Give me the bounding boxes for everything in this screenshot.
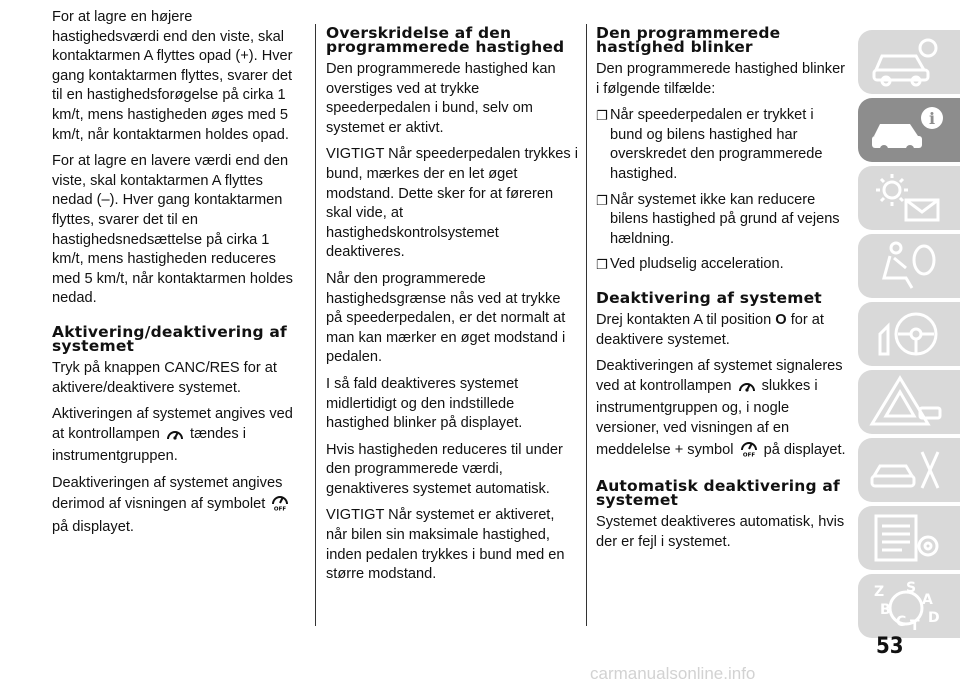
chapter-tab-index[interactable] — [858, 574, 960, 638]
list-item — [596, 106, 846, 184]
paragraph: Hvis hastigheden reduceres til under den programmerede værdi, genaktiveres systemet automatisk. — [326, 441, 563, 497]
off-label: OFF — [742, 452, 755, 457]
paragraph: For at lagre en lavere værdi end den viste, skal kontaktarmen A flyttes nedad (–). Hver gang kontaktarmen flyttes, svarer det til en hastighedsnedsættelse på cirka 1 km/t, mens hastigheden reduceres med 5 km/t, når kontaktarmen holdes nedad. — [52, 153, 293, 307]
paragraph — [596, 311, 846, 350]
list-item-text: Når systemet ikke kan reducere bilens hastighed på grund af vejens hældning. — [610, 191, 840, 247]
paragraph — [596, 357, 846, 463]
cruise-control-icon — [738, 379, 756, 400]
maintenance-tools-icon — [866, 442, 946, 498]
text: Drej kontakten A til position — [596, 311, 772, 328]
warning-lights-icon — [866, 170, 946, 226]
chapter-tab-warning-lights[interactable] — [858, 166, 960, 230]
text: tændes i instrumentgruppen. — [52, 425, 247, 465]
text: Aktiveringen af systemet angives ved at kontrollampen — [52, 406, 293, 442]
watermark: carmanualsonline.info — [590, 664, 756, 683]
checkbox-bullet-icon: ❐ — [596, 257, 608, 273]
cruise-control-icon — [166, 427, 184, 448]
cruise-control-off-icon — [271, 493, 289, 518]
svg-text:C: C — [896, 614, 907, 630]
list-item — [596, 255, 846, 275]
section-heading: Deaktivering af systemet — [596, 288, 822, 307]
chapter-tab-emergency[interactable] — [858, 370, 960, 434]
svg-text:A: A — [922, 592, 933, 608]
paragraph: VIGTIGT Når systemet er aktiveret, når bilen sin maksimale hastighed, inden pedalen trykkes i bund med en større modstand. — [326, 507, 565, 583]
chapter-tab-maintenance[interactable] — [858, 438, 960, 502]
column-divider — [315, 24, 316, 626]
paragraph: Den programmerede hastighed kan overstiges ved at trykke speederpedalen i bund, selv om systemet er aktivt. — [326, 61, 556, 136]
alphabetical-index-icon — [866, 578, 946, 634]
text: slukkes i instrumentgruppen og, i nogle versioner, ved visningen af en meddelelse + symbol — [596, 377, 818, 458]
list-item-text: Når speederpedalen er trykket i bund og bilens hastighed har overskredet den programmerede hastighed. — [610, 107, 823, 182]
airbag-seat-icon — [866, 238, 946, 294]
column-2 — [326, 26, 578, 592]
chapter-tab-technical-data[interactable] — [858, 506, 960, 570]
section-heading: Overskridelse af den programmerede hastighed — [326, 24, 565, 56]
text: Deaktiveringen af systemet signaleres ved at kontrollampen — [596, 358, 843, 394]
section-heading: Aktivering/deaktivering af systemet — [52, 322, 287, 355]
text: for at deaktivere systemet. — [596, 311, 824, 348]
paragraph: I så fald deaktiveres systemet midlertidigt og den indstillede hastighed blinker på displayet. — [326, 375, 523, 432]
car-info-icon — [866, 102, 946, 158]
page-number: 53 — [876, 634, 904, 659]
column-3 — [596, 26, 846, 559]
paragraph: Tryk på knappen CANC/RES for at aktivere/deaktivere systemet. — [52, 359, 277, 396]
switch-position: O — [775, 311, 787, 328]
column-1 — [52, 8, 296, 545]
steering-wheel-icon — [866, 306, 946, 362]
svg-text:D: D — [928, 610, 940, 626]
dashboard-car-icon — [866, 34, 946, 90]
text: på displayet. — [52, 519, 134, 536]
text: Deaktiveringen af systemet angives derimod af visningen af symbolet — [52, 474, 283, 513]
paragraph: VIGTIGT Når speederpedalen trykkes i bund, mærkes der en let øget modstand. Dette sker for at føreren skal vide, at hastighedskontrolsystemet deaktiveres. — [326, 146, 578, 261]
checkbox-bullet-icon: ❐ — [596, 108, 608, 124]
chapter-tab-vehicle-info[interactable] — [858, 98, 960, 162]
chapter-tab-dashboard[interactable] — [858, 30, 960, 94]
svg-text:S: S — [906, 580, 917, 596]
svg-text:T: T — [910, 618, 920, 634]
off-label: OFF — [274, 506, 287, 512]
paragraph: Den programmerede hastighed blinker i følgende tilfælde: — [596, 61, 846, 97]
svg-text:Z: Z — [874, 584, 885, 600]
paragraph — [52, 474, 296, 538]
technical-data-icon — [866, 510, 946, 566]
chapter-tab-starting-driving[interactable] — [858, 302, 960, 366]
section-heading: Den programmerede hastighed blinker — [596, 24, 781, 56]
column-divider — [586, 24, 587, 626]
list-item-text: Ved pludselig acceleration. — [610, 256, 784, 273]
paragraph: Systemet deaktiveres automatisk, hvis der er fejl i systemet. — [596, 514, 845, 550]
svg-text:i: i — [928, 109, 936, 128]
paragraph — [52, 405, 296, 467]
paragraph: For at lagre en højere hastighedsværdi end den viste, skal kontaktarmen A flyttes opad (+). Hver gang kontaktarmen flyttes, svarer det til en hastighedsforøgelse på cirka 1 km/t, mens hastigheden øges med 5 km/t, når kontaktarmen holdes opad. — [52, 9, 293, 143]
section-heading: Automatisk deaktivering af systemet — [596, 477, 840, 510]
text: på displayet. — [763, 441, 846, 458]
list-item — [596, 191, 846, 250]
svg-text:B: B — [880, 602, 891, 618]
cruise-control-off-icon — [740, 439, 758, 464]
paragraph: Når den programmerede hastighedsgrænse nås ved at trykke på speederpedalen, er det normalt at man kan mærker en øget modstand i pedalen. — [326, 270, 566, 366]
checkbox-bullet-icon: ❐ — [596, 192, 608, 208]
warning-triangle-icon — [866, 374, 946, 430]
chapter-tab-safety[interactable] — [858, 234, 960, 298]
